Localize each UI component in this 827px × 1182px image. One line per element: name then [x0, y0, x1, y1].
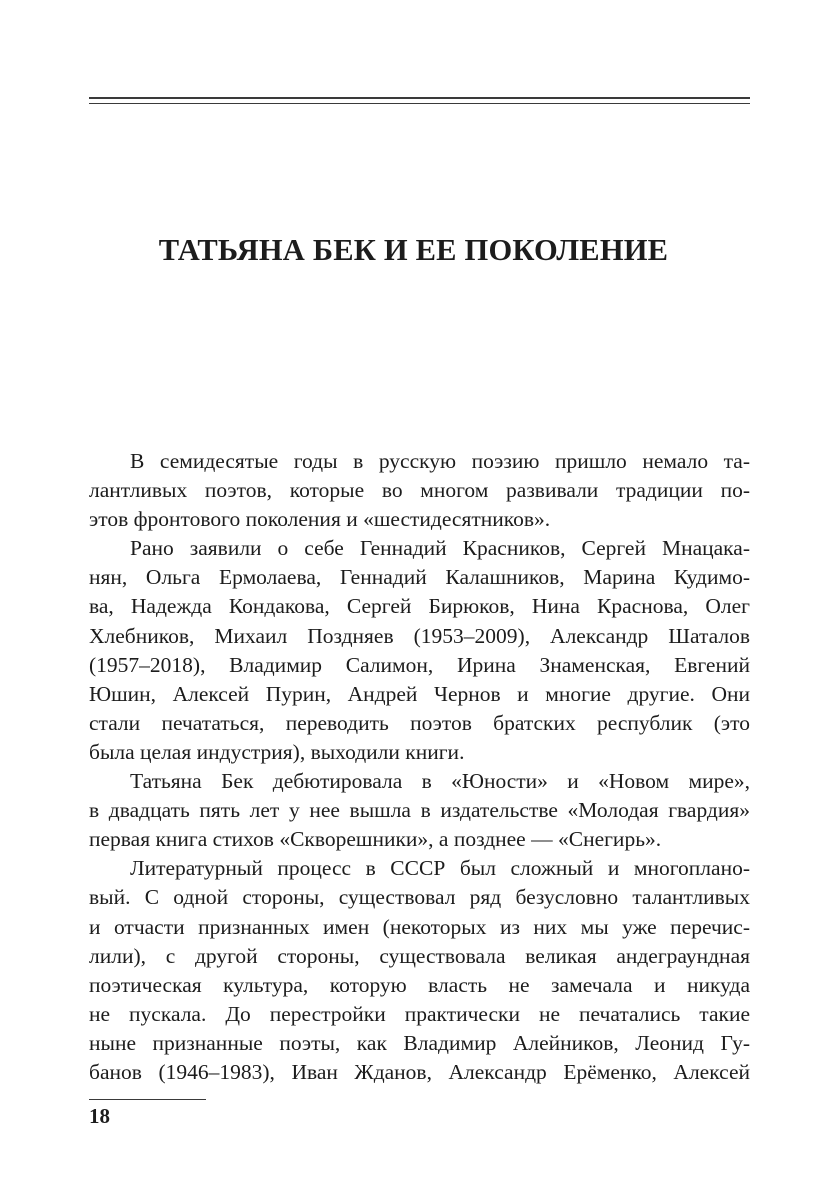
text-line: ныне признанные поэты, как Владимир Алейников, Леонид Гу- [89, 1030, 750, 1055]
text-line: В семидесятые годы в русскую поэзию пришло немало та- [130, 449, 750, 473]
text-line: в двадцать пять лет у нее вышла в издательстве «Молодая гвардия» [89, 798, 750, 823]
text-line: вый. С одной стороны, существовал ряд безусловно талантливых [89, 885, 750, 910]
text-line: не пускала. До перестройки практически не печатались такие [89, 1001, 750, 1026]
footer-rule [89, 1099, 206, 1100]
body-text [89, 447, 750, 1087]
text-line: Татьяна Бек дебютировала в «Юности» и «Новом мире», [130, 769, 750, 794]
text-line: этов фронтового поколения и «шестидесятников». [89, 507, 551, 532]
text-line: Хлебников, Михаил Поздняев (1953–2009), Александр Шаталов [89, 623, 750, 648]
text-line: поэтическая культура, которую власть не замечала и никуда [89, 972, 750, 997]
text-line: банов (1946–1983), Иван Жданов, Александр Ерёменко, Алексей [89, 1059, 750, 1084]
text-line: стали печататься, переводить поэтов братских республик (это [89, 710, 750, 735]
paragraph [89, 854, 750, 1087]
paragraph [89, 767, 750, 854]
text-line: (1957–2018), Владимир Салимон, Ирина Знаменская, Евгений [89, 652, 750, 677]
text-line: лили), с другой стороны, существовала великая андеграундная [89, 943, 750, 968]
text-line: нян, Ольга Ермолаева, Геннадий Калашников, Марина Кудимо- [89, 565, 750, 590]
text-line: Литературный процесс в СССР был сложный и многопланo- [130, 856, 750, 881]
text-line: Рано заявили о себе Геннадий Красников, Сергей Мнацака- [130, 536, 750, 561]
page-number: 18 [89, 1104, 110, 1128]
text-line: ва, Надежда Кондакова, Сергей Бирюков, Нина Краснова, Олег [89, 594, 750, 619]
text-line: лантливых поэтов, которые во многом развивали традиции по- [89, 478, 750, 503]
paragraph [89, 534, 750, 767]
text-line: и отчасти признанных имен (некоторых из них мы уже перечис- [89, 914, 750, 939]
paragraph [89, 447, 750, 534]
header-rule [89, 97, 750, 104]
text-line: первая книга стихов «Скворешники», а позднее — «Снегирь». [89, 827, 662, 852]
text-line: была целая индустрия), выходили книги. [89, 739, 465, 764]
text-line: Юшин, Алексей Пурин, Андрей Чернов и многие другие. Они [89, 681, 750, 706]
chapter-title: ТАТЬЯНА БЕК И ЕЕ ПОКОЛЕНИЕ [158, 233, 669, 267]
